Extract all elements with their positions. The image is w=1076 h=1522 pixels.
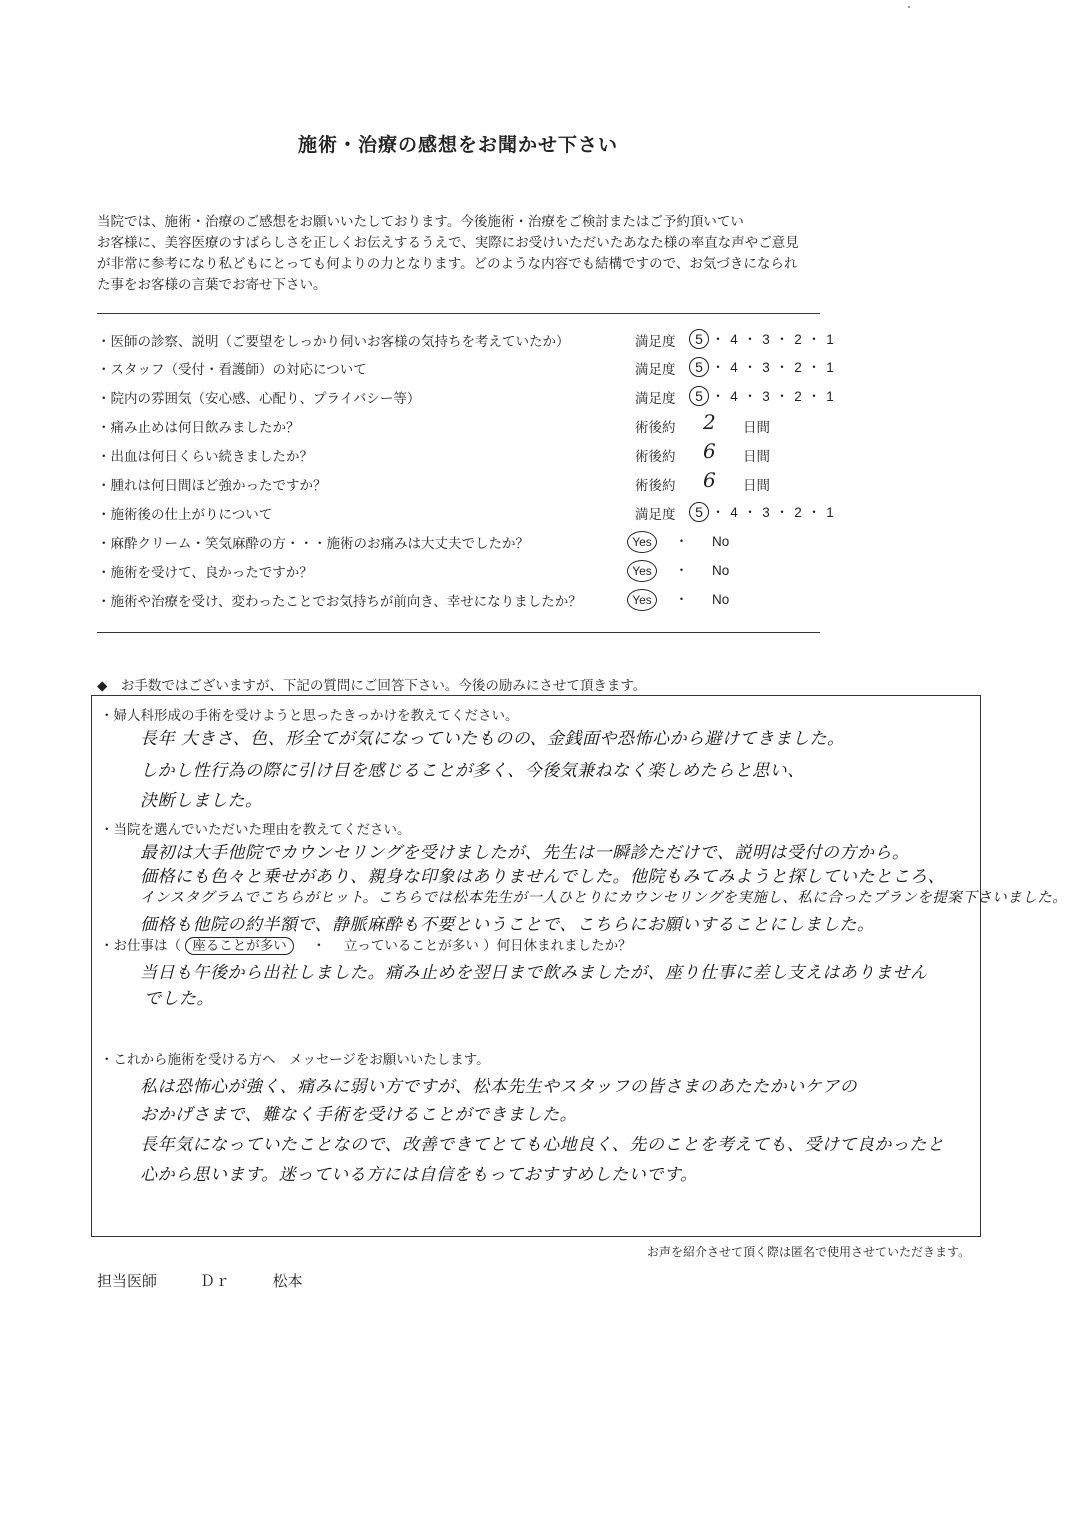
section-label-message: ・これから施術を受ける方へ メッセージをお願いいたします。 — [100, 1052, 490, 1068]
days-label: 術後約 — [635, 449, 676, 465]
no-option: No — [712, 534, 730, 549]
days-value[interactable]: 6 — [703, 468, 716, 492]
work-option-sitting-selected[interactable]: 座ることが多い — [185, 937, 294, 955]
question-text: ・医師の診察、説明（ご要望をしっかり伺いお客様の気持ちを考えていたか） — [97, 334, 570, 350]
days-label: 術後約 — [635, 478, 676, 494]
scan-speck — [908, 6, 910, 8]
days-value[interactable]: 2 — [703, 410, 716, 434]
rating-scale[interactable]: 5 ・ 4 ・ 3 ・ 2 ・ 1 — [689, 356, 837, 377]
page-title: 施術・治療の感想をお聞かせ下さい — [297, 134, 618, 156]
yes-no-choice[interactable]: Yes ・ No — [627, 559, 729, 582]
rating-scale[interactable]: 5 ・ 4 ・ 3 ・ 2 ・ 1 — [689, 501, 837, 522]
answer-line[interactable]: インスタグラムでこちらがヒット。こちらでは松本先生が一人ひとりにカウンセリングを実施し、私に合ったプランを提案下さいました。 — [140, 890, 1068, 906]
question-text: ・施術後の仕上がりについて — [97, 507, 273, 523]
question-text: ・出血は何日くらい続きましたか？ — [97, 449, 313, 465]
intro-line: が非常に参考になり私どもにとっても何よりの力となります。どのような内容でも結構ですので、お気づきになられ — [97, 256, 798, 272]
question-row — [97, 330, 834, 359]
question-row — [97, 590, 822, 619]
yes-selected: Yes — [627, 589, 657, 611]
rating-selected: 5 — [689, 329, 709, 349]
rating-scale[interactable]: 5 ・ 4 ・ 3 ・ 2 ・ 1 — [689, 328, 837, 349]
doctor-title: Ｄｒ — [199, 1272, 230, 1290]
work-option-standing[interactable]: 立っていることが多い — [343, 938, 479, 954]
section-label-choice: ・当院を選んでいただいた理由を教えてください。 — [100, 822, 411, 838]
answer-line[interactable]: 最初は大手他院でカウンセリングを受けましたが、先生は一瞬診ただけで、説明は受付の方から。 — [140, 843, 910, 863]
answer-line[interactable]: 心から思います。迷っている方には自信をもっておすすめしたいです。 — [140, 1165, 698, 1185]
divider-top — [97, 313, 820, 314]
days-label: 術後約 — [635, 420, 676, 436]
answer-line[interactable]: しかし性行為の際に引け目を感じることが多く、今後気兼ねなく楽しめたらと思い、 — [140, 761, 805, 781]
question-text: ・施術を受けて、良かったですか？ — [97, 565, 313, 581]
yes-selected: Yes — [627, 560, 657, 582]
question-text: ・スタッフ（受付・看護師）の対応について — [97, 362, 367, 378]
answer-line[interactable]: 私は恐怖心が強く、痛みに弱い方ですが、松本先生やスタッフの皆さまのあたたかいケアの — [140, 1077, 858, 1097]
rating-selected: 5 — [689, 502, 709, 522]
intro-line: 当院では、施術・治療のご感想をお願いいたしております。今後施術・治療をご検討またはご予約頂いてい — [97, 214, 744, 230]
section-label-work: ・お仕事は（ 座ることが多い ・ 立っていることが多い ）何日休まれましたか？ — [100, 938, 632, 954]
yes-no-choice[interactable]: Yes ・ No — [627, 530, 729, 553]
doctor-label: 担当医師 — [97, 1272, 158, 1290]
rating-label: 満足度 — [635, 391, 676, 407]
answer-line[interactable]: 価格も他院の約半額で、静脈麻酔も不要ということで、こちらにお願いすることにしました。 — [140, 915, 875, 935]
rating-label: 満足度 — [635, 334, 676, 350]
answer-line[interactable]: 価格にも色々と乗せがあり、親身な印象はありませんでした。他院もみてみようと探していたところ、 — [140, 867, 945, 887]
answer-line[interactable]: 長年 大きさ、色、形全てが気になっていたものの、金銭面や恐怖心から避けてきました。 — [140, 729, 845, 749]
question-text: ・痛み止めは何日飲みましたか？ — [97, 420, 300, 436]
yes-selected: Yes — [627, 531, 657, 553]
question-row — [97, 468, 822, 503]
question-text: ・院内の雰囲気（安心感、心配り、プライバシー等） — [97, 391, 421, 407]
intro-line: お客様に、美容医療のすばらしさを正しくお伝えするうえで、実際にお受けいただいたあなた様の率直な声やご意見 — [97, 235, 799, 251]
question-text: ・腫れは何日間ほど強かったですか？ — [97, 478, 327, 494]
yes-no-choice[interactable]: Yes ・ No — [627, 588, 729, 611]
no-option: No — [712, 563, 730, 578]
answer-line[interactable]: 決断しました。 — [140, 791, 263, 811]
question-row — [97, 561, 822, 590]
rating-scale[interactable]: 5 ・ 4 ・ 3 ・ 2 ・ 1 — [689, 385, 837, 406]
answer-box — [91, 695, 1068, 1237]
notice-text: ◆ お手数ではございますが、下記の質問にご回答下さい。今後の励みにさせて頂きます。 — [97, 678, 647, 694]
rating-selected: 5 — [689, 357, 709, 377]
rating-label: 満足度 — [635, 362, 676, 378]
question-text: ・麻酔クリーム・笑気麻酔の方・・・施術のお痛みは大丈夫でしたか？ — [97, 536, 529, 552]
doctor-name: 松本 — [272, 1272, 303, 1290]
answer-line[interactable]: 長年気になっていたことなので、改善できてとても心地良く、先のことを考えても、受けて良かったと — [140, 1135, 945, 1155]
question-row — [97, 358, 834, 387]
anonymity-note: お声を紹介させて頂く際は匿名で使用させていただきます。 — [646, 1245, 970, 1259]
days-unit: 日間 — [743, 449, 770, 465]
question-text: ・施術や治療を受け、変わったことでお気持ちが前向き、幸せになりましたか？ — [97, 594, 582, 610]
question-row — [97, 503, 834, 532]
answer-line[interactable]: 当日も午後から出社しました。痛み止めを翌日まで飲みましたが、座り仕事に差し支えはありません — [140, 963, 928, 983]
section-label-reason: ・婦人科形成の手術を受けようと思ったきっかけを教えてください。 — [100, 708, 519, 724]
days-value[interactable]: 6 — [703, 439, 716, 463]
intro-text — [97, 212, 837, 296]
answer-line[interactable]: でした。 — [144, 989, 214, 1009]
rating-label: 満足度 — [635, 507, 676, 523]
rating-selected: 5 — [689, 386, 709, 406]
divider-bottom — [97, 632, 820, 633]
no-option: No — [712, 592, 730, 607]
answer-line[interactable]: おかげさまで、難なく手術を受けることができました。 — [140, 1105, 578, 1125]
doctor-signature — [97, 1270, 341, 1291]
intro-line: た事をお客様の言葉でお寄せ下さい。 — [97, 277, 327, 293]
days-unit: 日間 — [743, 420, 770, 436]
question-row — [97, 532, 822, 561]
days-unit: 日間 — [743, 478, 770, 494]
